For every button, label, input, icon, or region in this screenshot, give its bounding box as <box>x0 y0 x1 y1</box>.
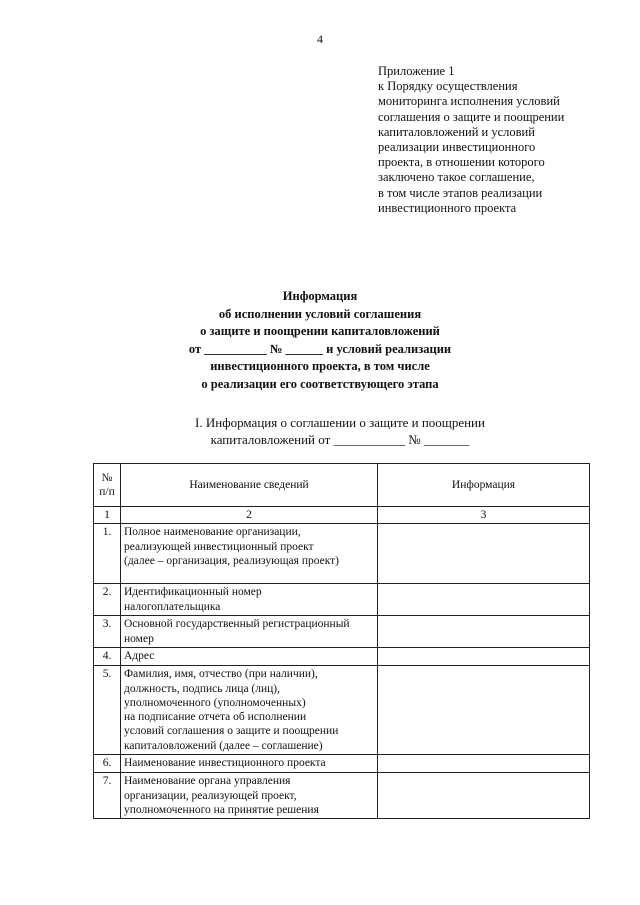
row-info <box>378 773 590 819</box>
row-name-line: уполномоченного (уполномоченных) <box>124 696 306 709</box>
appendix-note <box>378 64 618 216</box>
column-number: 1 <box>94 507 121 524</box>
row-name-line: уполномоченного на принятие решения <box>124 803 319 816</box>
row-name-line: (далее – организация, реализующая проект) <box>124 554 340 567</box>
title-line: Информация <box>282 289 358 303</box>
row-name-line: Фамилия, имя, отчество (при наличии), <box>124 668 318 681</box>
appendix-line: мониторинга исполнения условий <box>378 94 560 109</box>
row-name <box>121 755 378 773</box>
row-name-line: капиталовложений (далее – соглашение) <box>124 739 323 752</box>
row-number: 1. <box>94 524 121 584</box>
table-row <box>94 584 590 616</box>
row-number: 2. <box>94 584 121 616</box>
title-line: инвестиционного проекта, в том числе <box>210 359 430 374</box>
row-name-line: Идентификационный номер <box>124 586 262 599</box>
header-number-line: п/п <box>99 486 115 498</box>
table-row <box>94 648 590 666</box>
title-line: о защите и поощрении капиталовложений <box>200 324 440 339</box>
row-name <box>121 524 378 584</box>
appendix-line: проекта, в отношении которого <box>378 155 545 170</box>
row-name-line: Полное наименование организации, <box>124 526 301 539</box>
column-numbers-row <box>94 507 590 524</box>
section-heading-line: капиталовложений от ___________ № _______ <box>210 431 470 447</box>
section-heading-line: I. Информация о соглашении о защите и поощрении <box>195 415 485 430</box>
row-number: 4. <box>94 648 121 666</box>
section-heading <box>0 415 640 448</box>
header-number-cell <box>94 464 121 507</box>
header-name-cell: Наименование сведений <box>121 464 378 507</box>
page-number: 4 <box>317 32 323 46</box>
row-name-line: должность, подпись лица (лиц), <box>124 682 281 695</box>
row-info <box>378 616 590 648</box>
appendix-line: инвестиционного проекта <box>378 200 517 215</box>
table-header-row <box>94 464 590 507</box>
row-name <box>121 648 378 666</box>
row-name <box>121 773 378 819</box>
column-number: 2 <box>121 507 378 524</box>
row-info <box>378 648 590 666</box>
row-number: 3. <box>94 616 121 648</box>
row-number: 6. <box>94 755 121 773</box>
table-row <box>94 666 590 755</box>
row-name-line: на подписание отчета об исполнении <box>124 711 307 724</box>
row-name <box>121 584 378 616</box>
row-name-line: реализующей инвестиционный проект <box>124 540 314 553</box>
row-name-line: условий соглашения о защите и поощрении <box>124 725 339 738</box>
row-number: 7. <box>94 773 121 819</box>
table-row <box>94 755 590 773</box>
agreement-info-table <box>93 463 590 819</box>
title-line: об исполнении условий соглашения <box>218 306 422 321</box>
row-name-line: Адрес <box>124 650 155 663</box>
title-line: о реализации его соответствующего этапа <box>201 376 439 391</box>
table-row <box>94 773 590 819</box>
title-line: от __________ № ______ и условий реализации <box>188 341 452 356</box>
appendix-line: Приложение 1 <box>378 64 455 78</box>
appendix-line: в том числе этапов реализации <box>378 185 543 200</box>
table-row <box>94 524 590 584</box>
appendix-line: капиталовложений и условий <box>378 124 535 139</box>
row-name <box>121 666 378 755</box>
row-name-line: Наименование инвестиционного проекта <box>124 757 326 770</box>
row-name-line: номер <box>124 632 154 645</box>
appendix-line: к Порядку осуществления <box>378 79 518 94</box>
column-number: 3 <box>378 507 590 524</box>
row-number: 5. <box>94 666 121 755</box>
row-info <box>378 524 590 584</box>
row-name-line: организации, реализующей проект, <box>124 789 297 802</box>
table-row <box>94 616 590 648</box>
row-name-line: Основной государственный регистрационный <box>124 618 350 631</box>
header-number-line: № <box>101 471 113 484</box>
appendix-line: реализации инвестиционного <box>378 140 536 155</box>
appendix-line: соглашения о защите и поощрении <box>378 109 565 124</box>
row-name-line: налогоплательщика <box>124 600 221 613</box>
document-title <box>0 288 640 394</box>
appendix-line: заключено такое соглашение, <box>378 170 535 185</box>
header-info-cell: Информация <box>378 464 590 507</box>
row-info <box>378 584 590 616</box>
row-name <box>121 616 378 648</box>
row-name-line: Наименование органа управления <box>124 775 291 788</box>
row-info <box>378 755 590 773</box>
row-info <box>378 666 590 755</box>
